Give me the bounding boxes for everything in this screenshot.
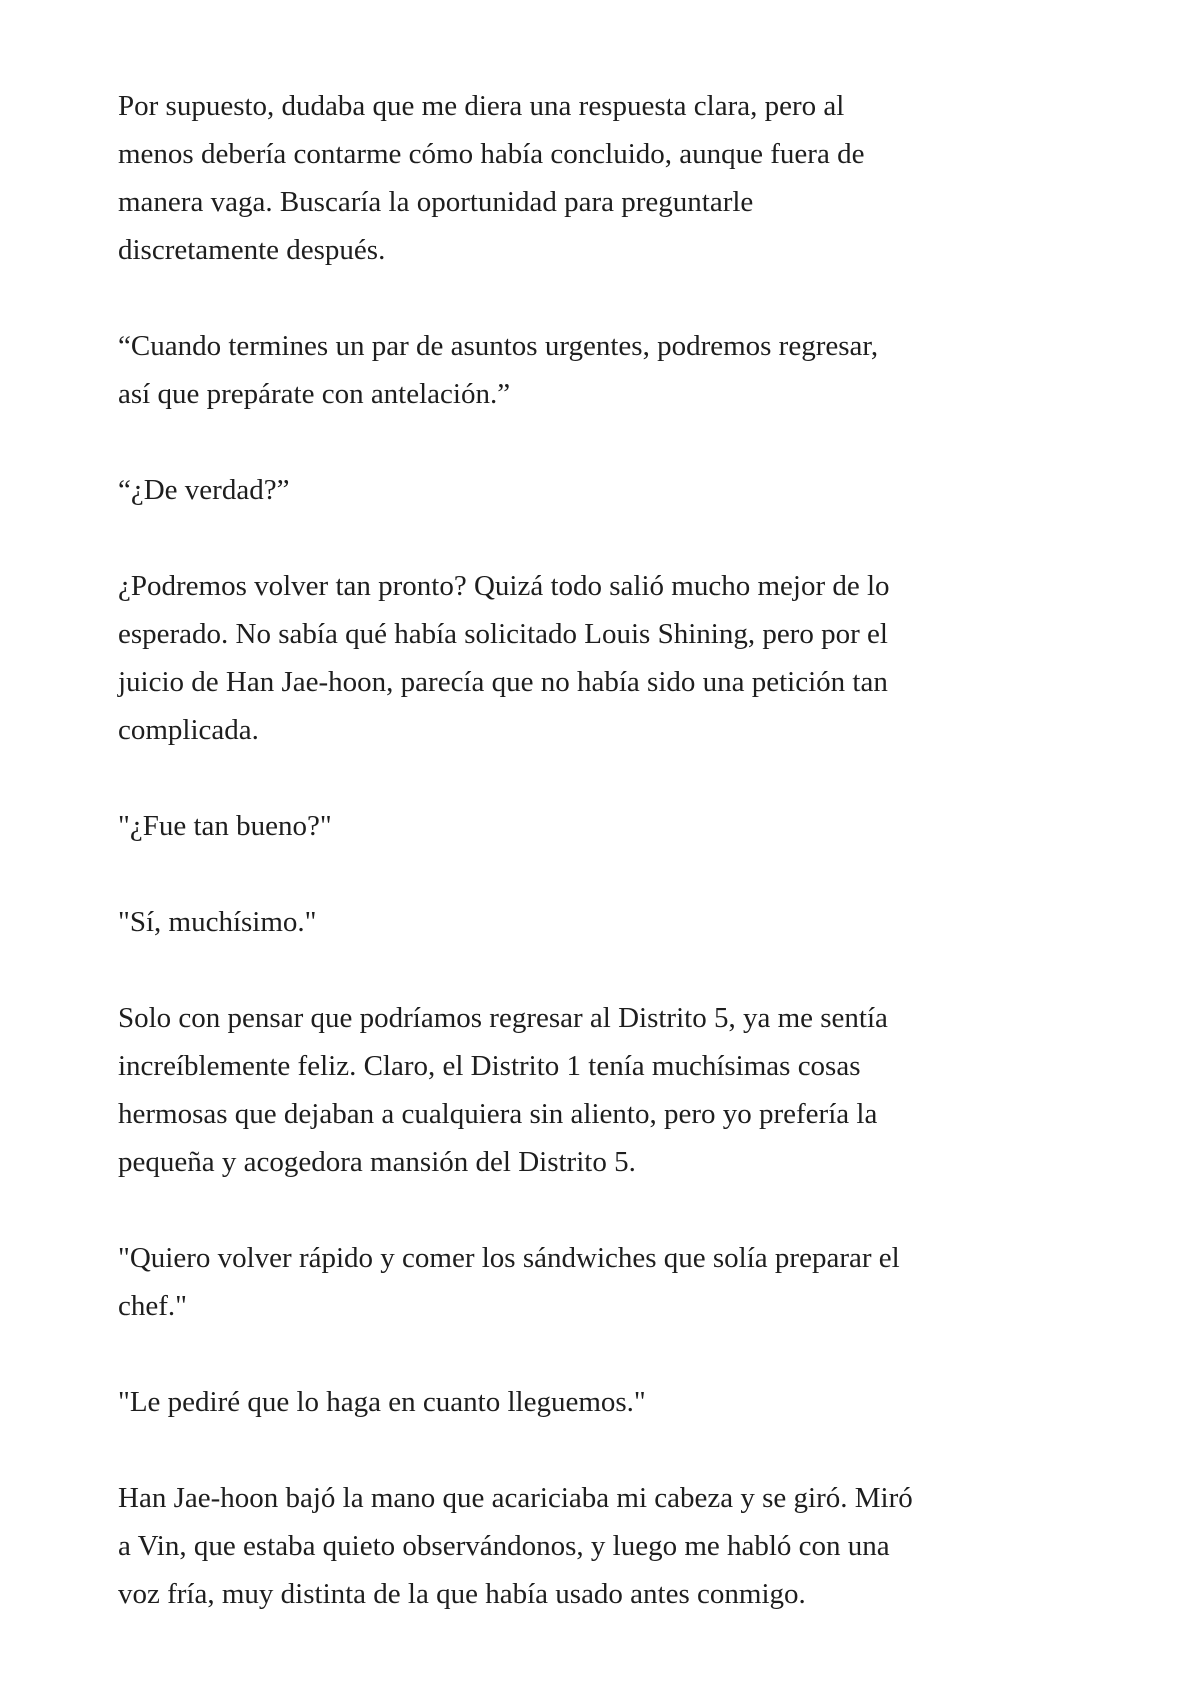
paragraph: [118, 562, 1078, 754]
text-line: Solo con pensar que podríamos regresar al Distrito 5, ya me sentía: [118, 1002, 888, 1034]
text-line: "Quiero volver rápido y comer los sándwiches que solía preparar el: [118, 1242, 900, 1274]
text-line: “Cuando termines un par de asuntos urgentes, podremos regresar,: [118, 330, 879, 362]
text-line: a Vin, que estaba quieto observándonos, y luego me habló con una: [118, 1530, 890, 1562]
text-line: Han Jae-hoon bajó la mano que acariciaba mi cabeza y se giró. Miró: [118, 1482, 913, 1514]
text-line: complicada.: [118, 714, 259, 746]
paragraph: [118, 1474, 1078, 1618]
text-line: ¿Podremos volver tan pronto? Quizá todo salió mucho mejor de lo: [118, 570, 890, 602]
paragraph: [118, 1378, 1078, 1426]
text-line: “¿De verdad?”: [118, 474, 290, 506]
text-line: "Le pediré que lo haga en cuanto lleguemos.": [118, 1386, 646, 1418]
text-line: así que prepárate con antelación.”: [118, 378, 511, 410]
paragraph: [118, 1234, 1078, 1330]
text-line: Por supuesto, dudaba que me diera una respuesta clara, pero al: [118, 90, 845, 122]
text-line: voz fría, muy distinta de la que había usado antes conmigo.: [118, 1578, 806, 1610]
paragraph: [118, 322, 1078, 418]
paragraph: [118, 82, 1078, 274]
text-line: manera vaga. Buscaría la oportunidad para preguntarle: [118, 186, 754, 218]
text-line: discretamente después.: [118, 234, 386, 266]
text-line: pequeña y acogedora mansión del Distrito 5.: [118, 1146, 636, 1178]
text-line: hermosas que dejaban a cualquiera sin aliento, pero yo prefería la: [118, 1098, 878, 1130]
text-line: chef.": [118, 1290, 187, 1322]
text-line: "¿Fue tan bueno?": [118, 810, 332, 842]
text-line: esperado. No sabía qué había solicitado Louis Shining, pero por el: [118, 618, 888, 650]
paragraph: [118, 994, 1078, 1186]
paragraph: [118, 898, 1078, 946]
document-body: [118, 82, 1078, 1666]
paragraph: [118, 802, 1078, 850]
paragraph: [118, 466, 1078, 514]
text-line: "Sí, muchísimo.": [118, 906, 317, 938]
text-line: increíblemente feliz. Claro, el Distrito 1 tenía muchísimas cosas: [118, 1050, 861, 1082]
text-line: juicio de Han Jae-hoon, parecía que no había sido una petición tan: [118, 666, 888, 698]
text-line: menos debería contarme cómo había concluido, aunque fuera de: [118, 138, 865, 170]
